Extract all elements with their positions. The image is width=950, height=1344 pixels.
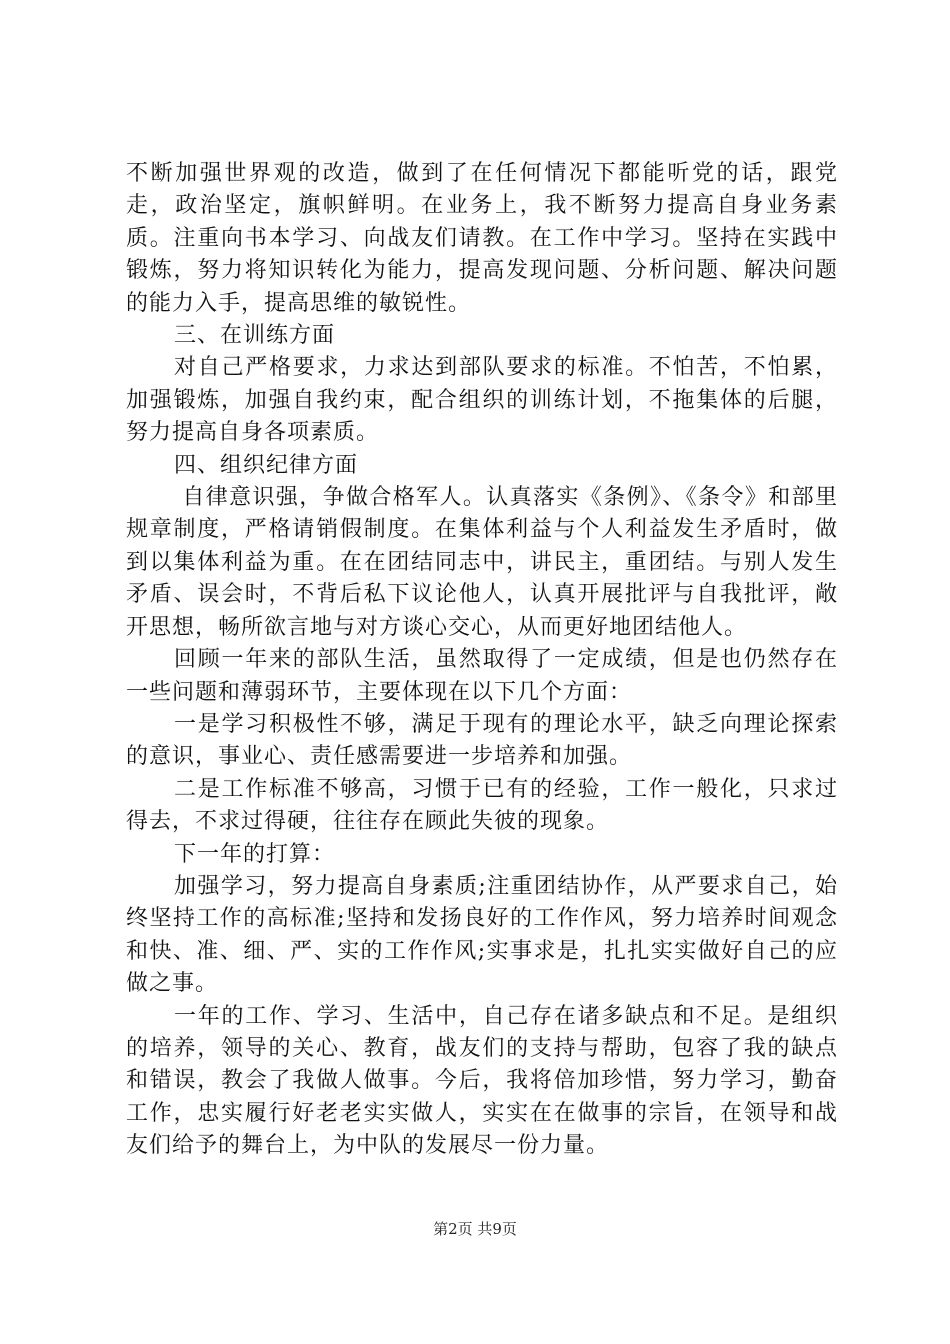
paragraph-training: 对自己严格要求，力求达到部队要求的标准。不怕苦，不怕累，加强锻炼，加强自我约束，配合组织的训练计划，不拖集体的后腿，努力提高自身各项素质。 [126, 355, 838, 446]
paragraph-problem-two: 二是工作标准不够高，习惯于已有的经验，工作一般化，只求过得去，不求过得硬，往往存在顾此失彼的现象。 [126, 776, 838, 835]
heading-training: 三、在训练方面 [174, 323, 336, 349]
paragraph-conclusion: 一年的工作、学习、生活中，自己存在诸多缺点和不足。是组织的培养，领导的关心、教育，战友们的支持与帮助，包容了我的缺点和错误，教会了我做人做事。今后，我将倍加珍惜，努力学习，勤奋工作，忠实履行好老老实实做人，实实在在做事的宗旨，在领导和战友们给予的舞台上，为中队的发展尽一份力量。 [126, 1003, 838, 1159]
paragraph-worldview: 不断加强世界观的改造，做到了在任何情况下都能听党的话，跟党走，政治坚定，旗帜鲜明。在业务上，我不断努力提高自身业务素质。注重向书本学习、向战友们请教。在工作中学习。坚持在实践中锻炼，努力将知识转化为能力，提高发现问题、分析问题、解决问题的能力入手，提高思维的敏锐性。 [126, 161, 838, 316]
page-number-footer: 第2页 共9页 [433, 1220, 517, 1238]
paragraph-discipline: 自律意识强，争做合格军人。认真落实《条例》、《条令》和部里规章制度，严格请销假制度。在集体利益与个人利益发生矛盾时，做到以集体利益为重。在在团结同志中，讲民主，重团结。与别人发生矛盾、误会时，不背后私下议论他人，认真开展批评与自我批评，敞开思想，畅所欲言地与对方谈心交心，从而更好地团结他人。 [126, 485, 838, 640]
heading-discipline: 四、组织纪律方面 [174, 452, 359, 478]
heading-next-year: 下一年的打算： [174, 841, 336, 867]
paragraph-review: 回顾一年来的部队生活，虽然取得了一定成绩，但是也仍然存在一些问题和薄弱环节，主要体现在以下几个方面： [126, 647, 838, 705]
paragraph-plan: 加强学习，努力提高自身素质;注重团结协作，从严要求自己，始终坚持工作的高标准;坚持和发扬良好的工作作风，努力培养时间观念和快、准、细、严、实的工作作风;实事求是，扎扎实实做好自己的应做之事。 [126, 873, 838, 997]
document-body [126, 158, 838, 1163]
paragraph-problem-one: 一是学习积极性不够，满足于现有的理论水平，缺乏向理论探索的意识，事业心、责任感需要进一步培养和加强。 [126, 711, 838, 770]
